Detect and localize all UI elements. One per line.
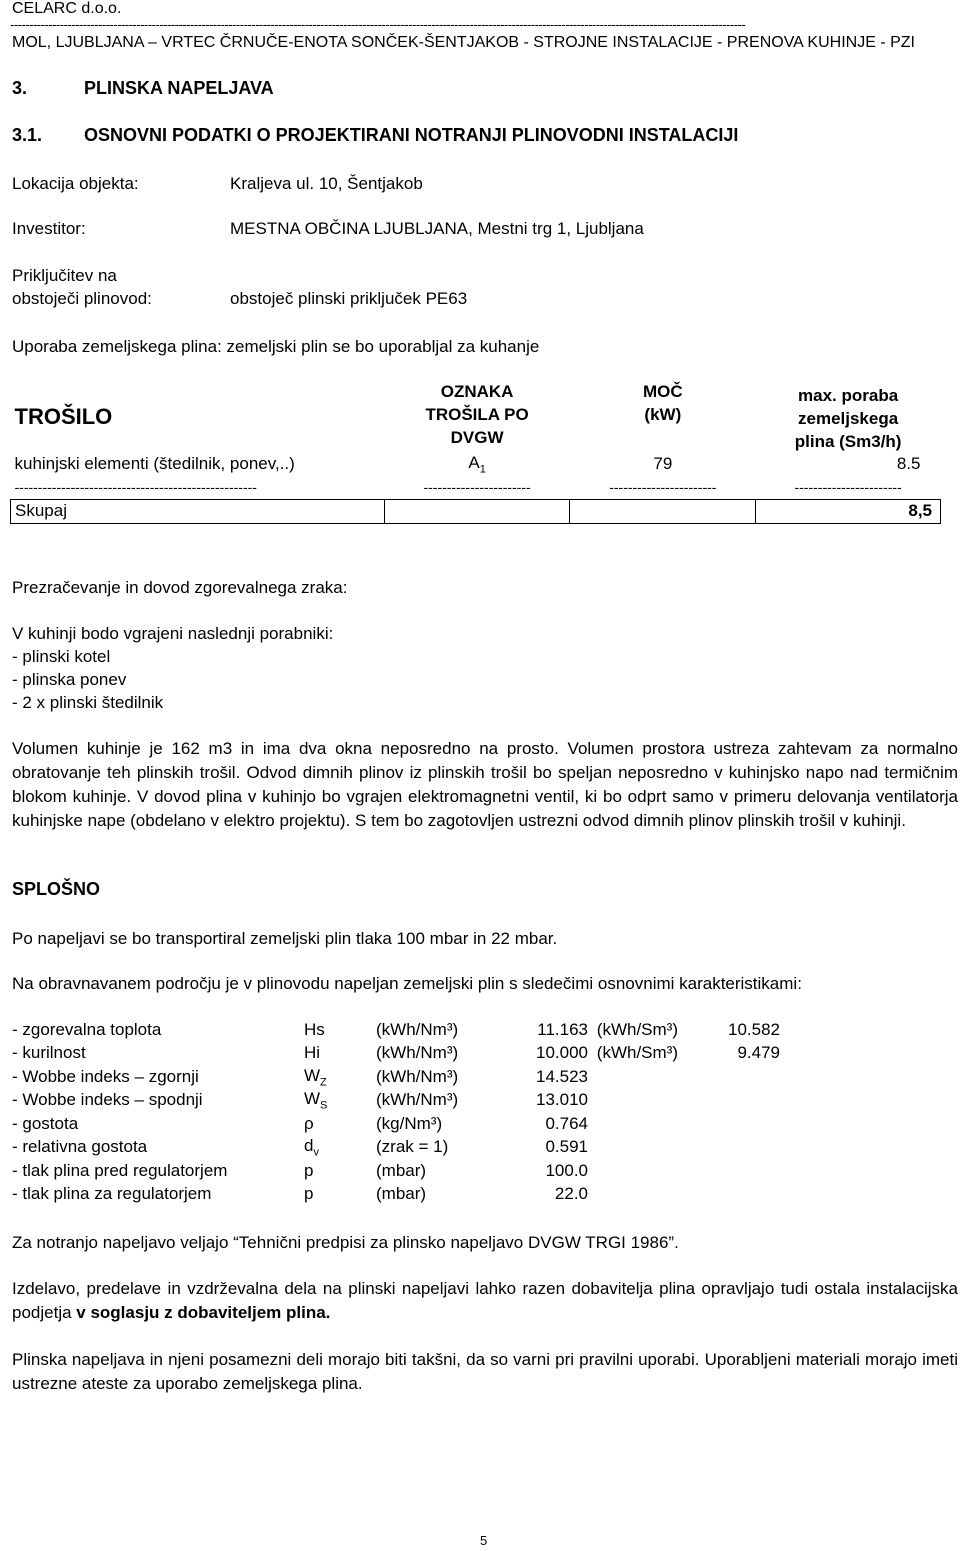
header-consumption-line1: max. poraba [798,386,899,405]
header-mark-line1: OZNAKA [440,382,514,401]
char-symbol: $d_v$ [304,1136,319,1159]
char-name: - tlak plina za regulatorjem [12,1184,212,1204]
char-value: 14.523 [536,1066,588,1086]
general-title: SPLOŠNO [12,879,101,899]
ventilation-title: Prezračevanje in dovod zgorevalnega zraka: [12,578,348,597]
gas-usage: Uporaba zemeljskega plina: zemeljski plin se bo uporabljal za kuhanje [12,337,540,356]
header-consumption-line3: plina (Sm3/h) [794,432,902,451]
connection-value: obstoječ plinski priključek PE63 [230,289,468,308]
char-unit-2 [588,1159,678,1183]
section-title: PLINSKA NAPELJAVA [84,78,274,98]
char-symbol: Hi [304,1043,321,1063]
table-row [12,1065,845,1089]
header-mark-line3: DVGW [450,428,504,447]
char-symbol: ρ [304,1113,314,1133]
header-power-line1: MOČ [642,382,683,401]
char-value-2 [678,1136,780,1160]
ventilation-intro: V kuhinji bodo vgrajeni naslednji porabniki: [12,624,334,643]
char-unit-2: (kWh/Sm³) [596,1043,678,1063]
location-label: Lokacija objekta: [12,174,139,193]
table-row [11,453,941,475]
section-heading [12,78,274,99]
char-name: - Wobbe indeks – zgornji [12,1066,199,1086]
table-total-row [11,499,941,523]
total-value: 8,5 [756,499,941,523]
char-symbol-subscript: Z [320,1075,327,1088]
char-unit-2 [588,1065,678,1089]
list-item: - plinski kotel [12,647,111,666]
char-name: - tlak plina pred regulatorjem [12,1160,228,1180]
table-row [12,1042,845,1066]
separator-3: ----------------------- [609,479,717,496]
table-row [12,1183,845,1207]
char-name: - zgorevalna toplota [12,1019,162,1039]
subsection-heading [12,125,739,146]
general-paragraph-1: Po napeljavi se bo transportiral zemeljski plin tlaka 100 mbar in 22 mbar. [12,929,558,948]
connection-label-line2: obstoječi plinovod: [12,289,152,308]
project-title: MOL, LJUBLJANA – VRTEC ČRNUČE-ENOTA SONČEK-ŠENTJAKOB - STROJNE INSTALACIJE - PRENOVA KUHINJE - PZI [12,34,915,51]
char-value: 0.764 [545,1113,588,1133]
char-value-2 [678,1112,780,1136]
char-value: 22.0 [554,1184,588,1204]
safety-paragraph: Plinska napeljava in njeni posamezni deli morajo biti takšni, da so varni pri pravilni uporabi. Uporabljeni materiali morajo imeti ustrezne ateste za uporabo zemeljskega plina. [12,1350,958,1393]
char-value: 10.000 [536,1043,588,1063]
total-empty-1 [384,499,570,523]
char-unit: (mbar) [376,1184,427,1204]
list-item: - plinska ponev [12,670,127,689]
char-symbol: $W_S$ [304,1089,328,1112]
header-consumption [756,380,941,453]
table-separator-row [11,475,941,499]
table-row [12,1089,845,1113]
connection-label-line1: Priključitev na [12,266,117,285]
appliance-table [10,380,941,524]
char-symbol: p [304,1184,314,1204]
list-item: - 2 x plinski štedilnik [12,693,164,712]
installation-paragraph [12,1277,958,1325]
char-unit: (zrak = 1) [376,1137,449,1157]
char-value: 11.163 [537,1019,588,1039]
appliance-mark-subscript: 1 [479,463,486,476]
char-symbol: $W_Z$ [304,1065,327,1088]
total-empty-2 [570,499,756,523]
char-unit: (kWh/Nm³) [376,1019,459,1039]
investor-value: MESTNA OBČINA LJUBLJANA, Mestni trg 1, Ljubljana [230,219,644,238]
char-value-2: 10.582 [728,1019,780,1039]
char-name: - Wobbe indeks – spodnji [12,1090,203,1110]
char-name: - kurilnost [12,1043,86,1063]
char-value: 13.010 [536,1090,588,1110]
char-value-2: 9.479 [737,1043,780,1063]
section-number: 3. [12,78,28,98]
char-value-2 [678,1089,780,1113]
char-unit: (kg/Nm³) [376,1113,443,1133]
table-row [12,1018,845,1042]
char-value-2 [678,1065,780,1089]
char-unit: (kWh/Nm³) [376,1066,459,1086]
header-divider: ------------------------------------------------------------------------------------------------------------------------------------------------------------------------------------------------ [10,17,746,32]
header-appliance: TROŠILO [14,403,113,429]
appliance-consumption: 8.5 [896,454,921,474]
char-symbol: p [304,1160,314,1180]
gas-characteristics-table [12,1018,845,1206]
header-mark-line2: TROŠILA PO [425,405,529,424]
appliance-name: kuhinjski elementi (štedilnik, ponev,..) [14,454,295,474]
header-consumption-line2: zemeljskega [798,409,899,428]
regulations-paragraph: Za notranjo napeljavo veljajo “Tehnični predpisi za plinsko napeljavo DVGW TRGI 1986”. [12,1233,679,1252]
char-unit: (kWh/Nm³) [376,1090,459,1110]
appliance-power: 79 [653,454,673,474]
char-value: 0.591 [545,1137,588,1157]
header-power-line2: (kW) [644,405,682,424]
appliance-table-header [11,380,941,453]
investor-label: Investitor: [12,219,86,238]
char-value-2 [678,1183,780,1207]
installation-text: Izdelavo, predelave in vzdrževalna dela na plinski napeljavi lahko razen dobavitelja plina opravljajo tudi ostala instalacijska podjetja [12,1279,958,1322]
general-paragraph-2: Na obravnavanem področju je v plinovodu napeljan zemeljski plin s sledečimi osnovnimi karakteristikami: [12,974,802,993]
location-value: Kraljeva ul. 10, Šentjakob [230,174,423,193]
separator-4: ----------------------- [794,479,902,496]
char-value: 100.0 [545,1160,588,1180]
appliance-mark [384,453,570,475]
char-unit: (mbar) [376,1160,427,1180]
table-row [12,1112,845,1136]
separator-1: ---------------------------------------------------- [14,479,257,496]
company-name: CELARC d.o.o. [12,0,122,17]
char-name: - gostota [12,1113,79,1133]
separator-2: ----------------------- [423,479,531,496]
char-unit-2 [588,1183,678,1207]
header-mark [384,380,570,453]
char-value-2 [678,1159,780,1183]
total-label: Skupaj [11,499,385,523]
char-symbol-subscript: v [313,1146,319,1159]
page-number: 5 [480,1533,488,1548]
char-unit-2 [588,1112,678,1136]
char-name: - relativna gostota [12,1137,148,1157]
char-unit-2 [588,1089,678,1113]
subsection-title: OSNOVNI PODATKI O PROJEKTIRANI NOTRANJI PLINOVODNI INSTALACIJI [84,125,739,145]
installation-text-bold: v soglasju z dobaviteljem plina. [76,1303,331,1322]
table-row [12,1159,845,1183]
subsection-number: 3.1. [12,125,43,145]
header-power [570,380,756,453]
table-row [12,1136,845,1160]
char-unit-2: (kWh/Sm³) [596,1019,678,1039]
char-symbol-subscript: S [320,1099,328,1112]
char-symbol: Hs [304,1019,325,1039]
char-unit: (kWh/Nm³) [376,1043,459,1063]
ventilation-paragraph: Volumen kuhinje je 162 m3 in ima dva okna neposredno na prosto. Volumen prostora ustreza zahtevam za normalno obratovanje teh plinskih trošil. Odvod dimnih plinov iz plinskih trošil bo speljan neposredno v kuhinjsko napo nad termičnim blokom kuhinje. V dovod plina v kuhinjo bo vgrajen elektromagnetni ventil, ki bo odprt samo v primeru delovanja ventilatorja kuhinjske nape (obdelano v elektro projektu). S tem bo zagotovljen ustrezni odvod dimnih plinov plinskih trošil v kuhinji. [12,739,958,830]
char-unit-2 [588,1136,678,1160]
appliance-mark-letter: A [468,453,480,472]
